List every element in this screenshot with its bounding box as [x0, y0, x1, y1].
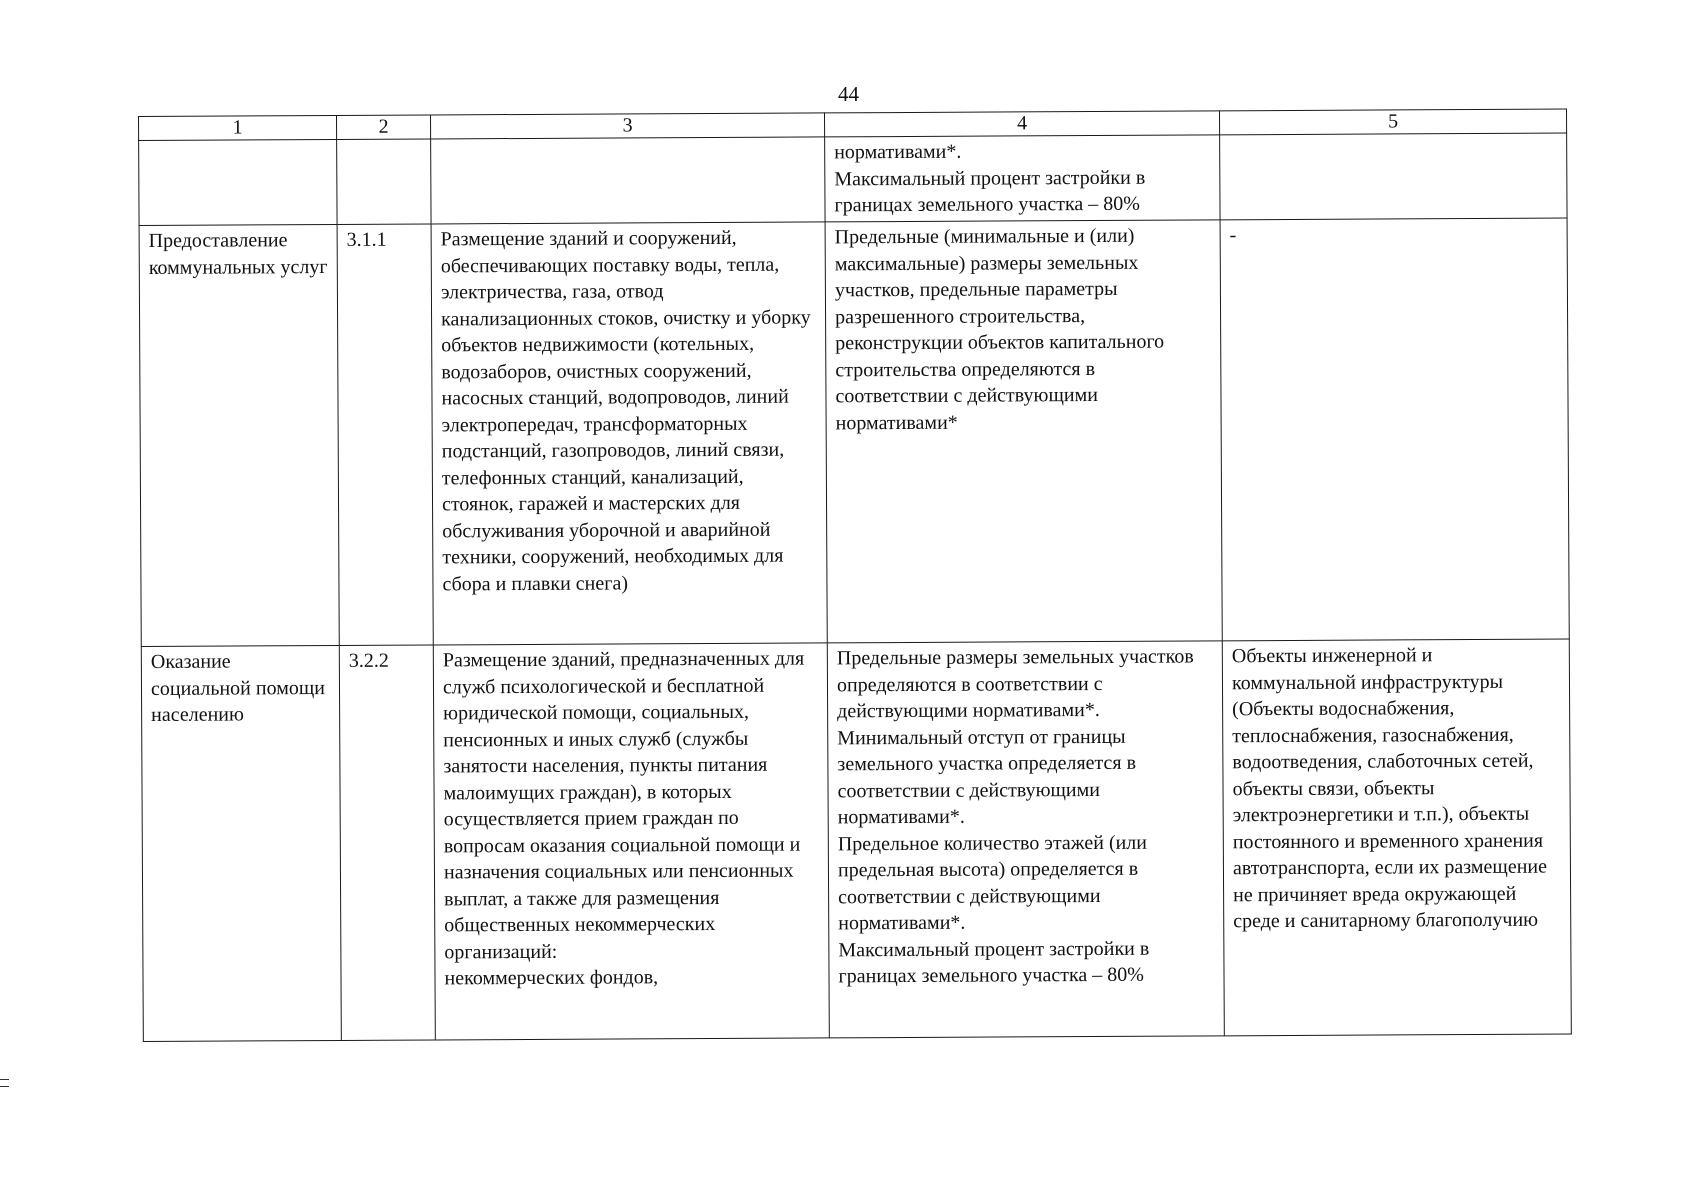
- column-header-5: 5: [1219, 109, 1566, 135]
- cell-auxiliary: [1220, 133, 1567, 220]
- cell-code: [337, 139, 431, 224]
- cell-parameters: Предельные размеры земельных участков определяются в соответствии с действующими нормативами*. Минимальный отступ от границы земельного участка определяется в соответствии с действующими нормативами*. Предельное количество этажей (или предельная высота) определяется в соответствии с действующими нормативами*. Максимальный процент застройки в границах земельного участка – 80%: [827, 641, 1224, 1038]
- column-header-3: 3: [430, 113, 824, 139]
- cell-name: [139, 139, 337, 225]
- regulations-table: [138, 109, 1572, 1042]
- cell-name: Оказание социальной помощи населению: [141, 645, 341, 1041]
- cell-description: Размещение зданий и сооружений, обеспечивающих поставку воды, тепла, электричества, газа, отвод канализационных стоков, очистку и уборку объектов недвижимости (котельных, водозаборов, очистных сооружений, насосных станций, водопроводов, линий электропередач, трансформаторных подстанций, газопроводов, линий связи, телефонных станций, канализаций, стоянок, гаражей и мастерских для обслуживания уборочной и аварийной техники, сооружений, необходимых для сбора и плавки снега): [431, 222, 827, 645]
- cell-name: Предоставление коммунальных услуг: [139, 224, 339, 646]
- cell-parameters: Предельные (минимальные и (или) максимальные) размеры земельных участков, предельные параметры разрешенного строительства, реконструкции объектов капитального строительства определяются в соответствии с действующими нормативами*: [825, 220, 1222, 643]
- column-header-2: 2: [336, 115, 430, 139]
- cell-code: 3.1.1: [337, 224, 433, 645]
- column-header-4: 4: [824, 111, 1219, 137]
- cell-auxiliary: Объекты инженерной и коммунальной инфраструктуры (Объекты водоснабжения, теплоснабжения, газоснабжения, водоотведения, слаботочных сетей, объекты связи, объекты электроэнергетики и т.п.), объекты постоянного и временного хранения автотранспорта, если их размещение не причиняет вреда окружающей среде и санитарному благополучию: [1222, 639, 1571, 1036]
- cell-description: [431, 137, 825, 224]
- cell-parameters: нормативами*. Максимальный процент застройки в границах земельного участка – 80%: [825, 135, 1220, 222]
- cell-auxiliary: -: [1220, 218, 1569, 641]
- table-row-continuation: [139, 133, 1567, 225]
- table-row: [139, 218, 1569, 646]
- column-header-1: 1: [139, 115, 337, 140]
- margin-binding-mark: [0, 1079, 9, 1087]
- cell-code: 3.2.2: [339, 645, 435, 1040]
- cell-description: Размещение зданий, предназначенных для служб психологической и бесплатной юридической помощи, социальных, пенсионных и иных служб (службы занятости населения, пункты питания малоимущих граждан), в которых осуществляется прием граждан по вопросам оказания социальной помощи и назначения социальных или пенсионных выплат, а также для размещения общественных некоммерческих организаций: некоммерческих фондов,: [433, 643, 829, 1040]
- table-row: [141, 639, 1571, 1041]
- page-number: 44: [838, 82, 859, 106]
